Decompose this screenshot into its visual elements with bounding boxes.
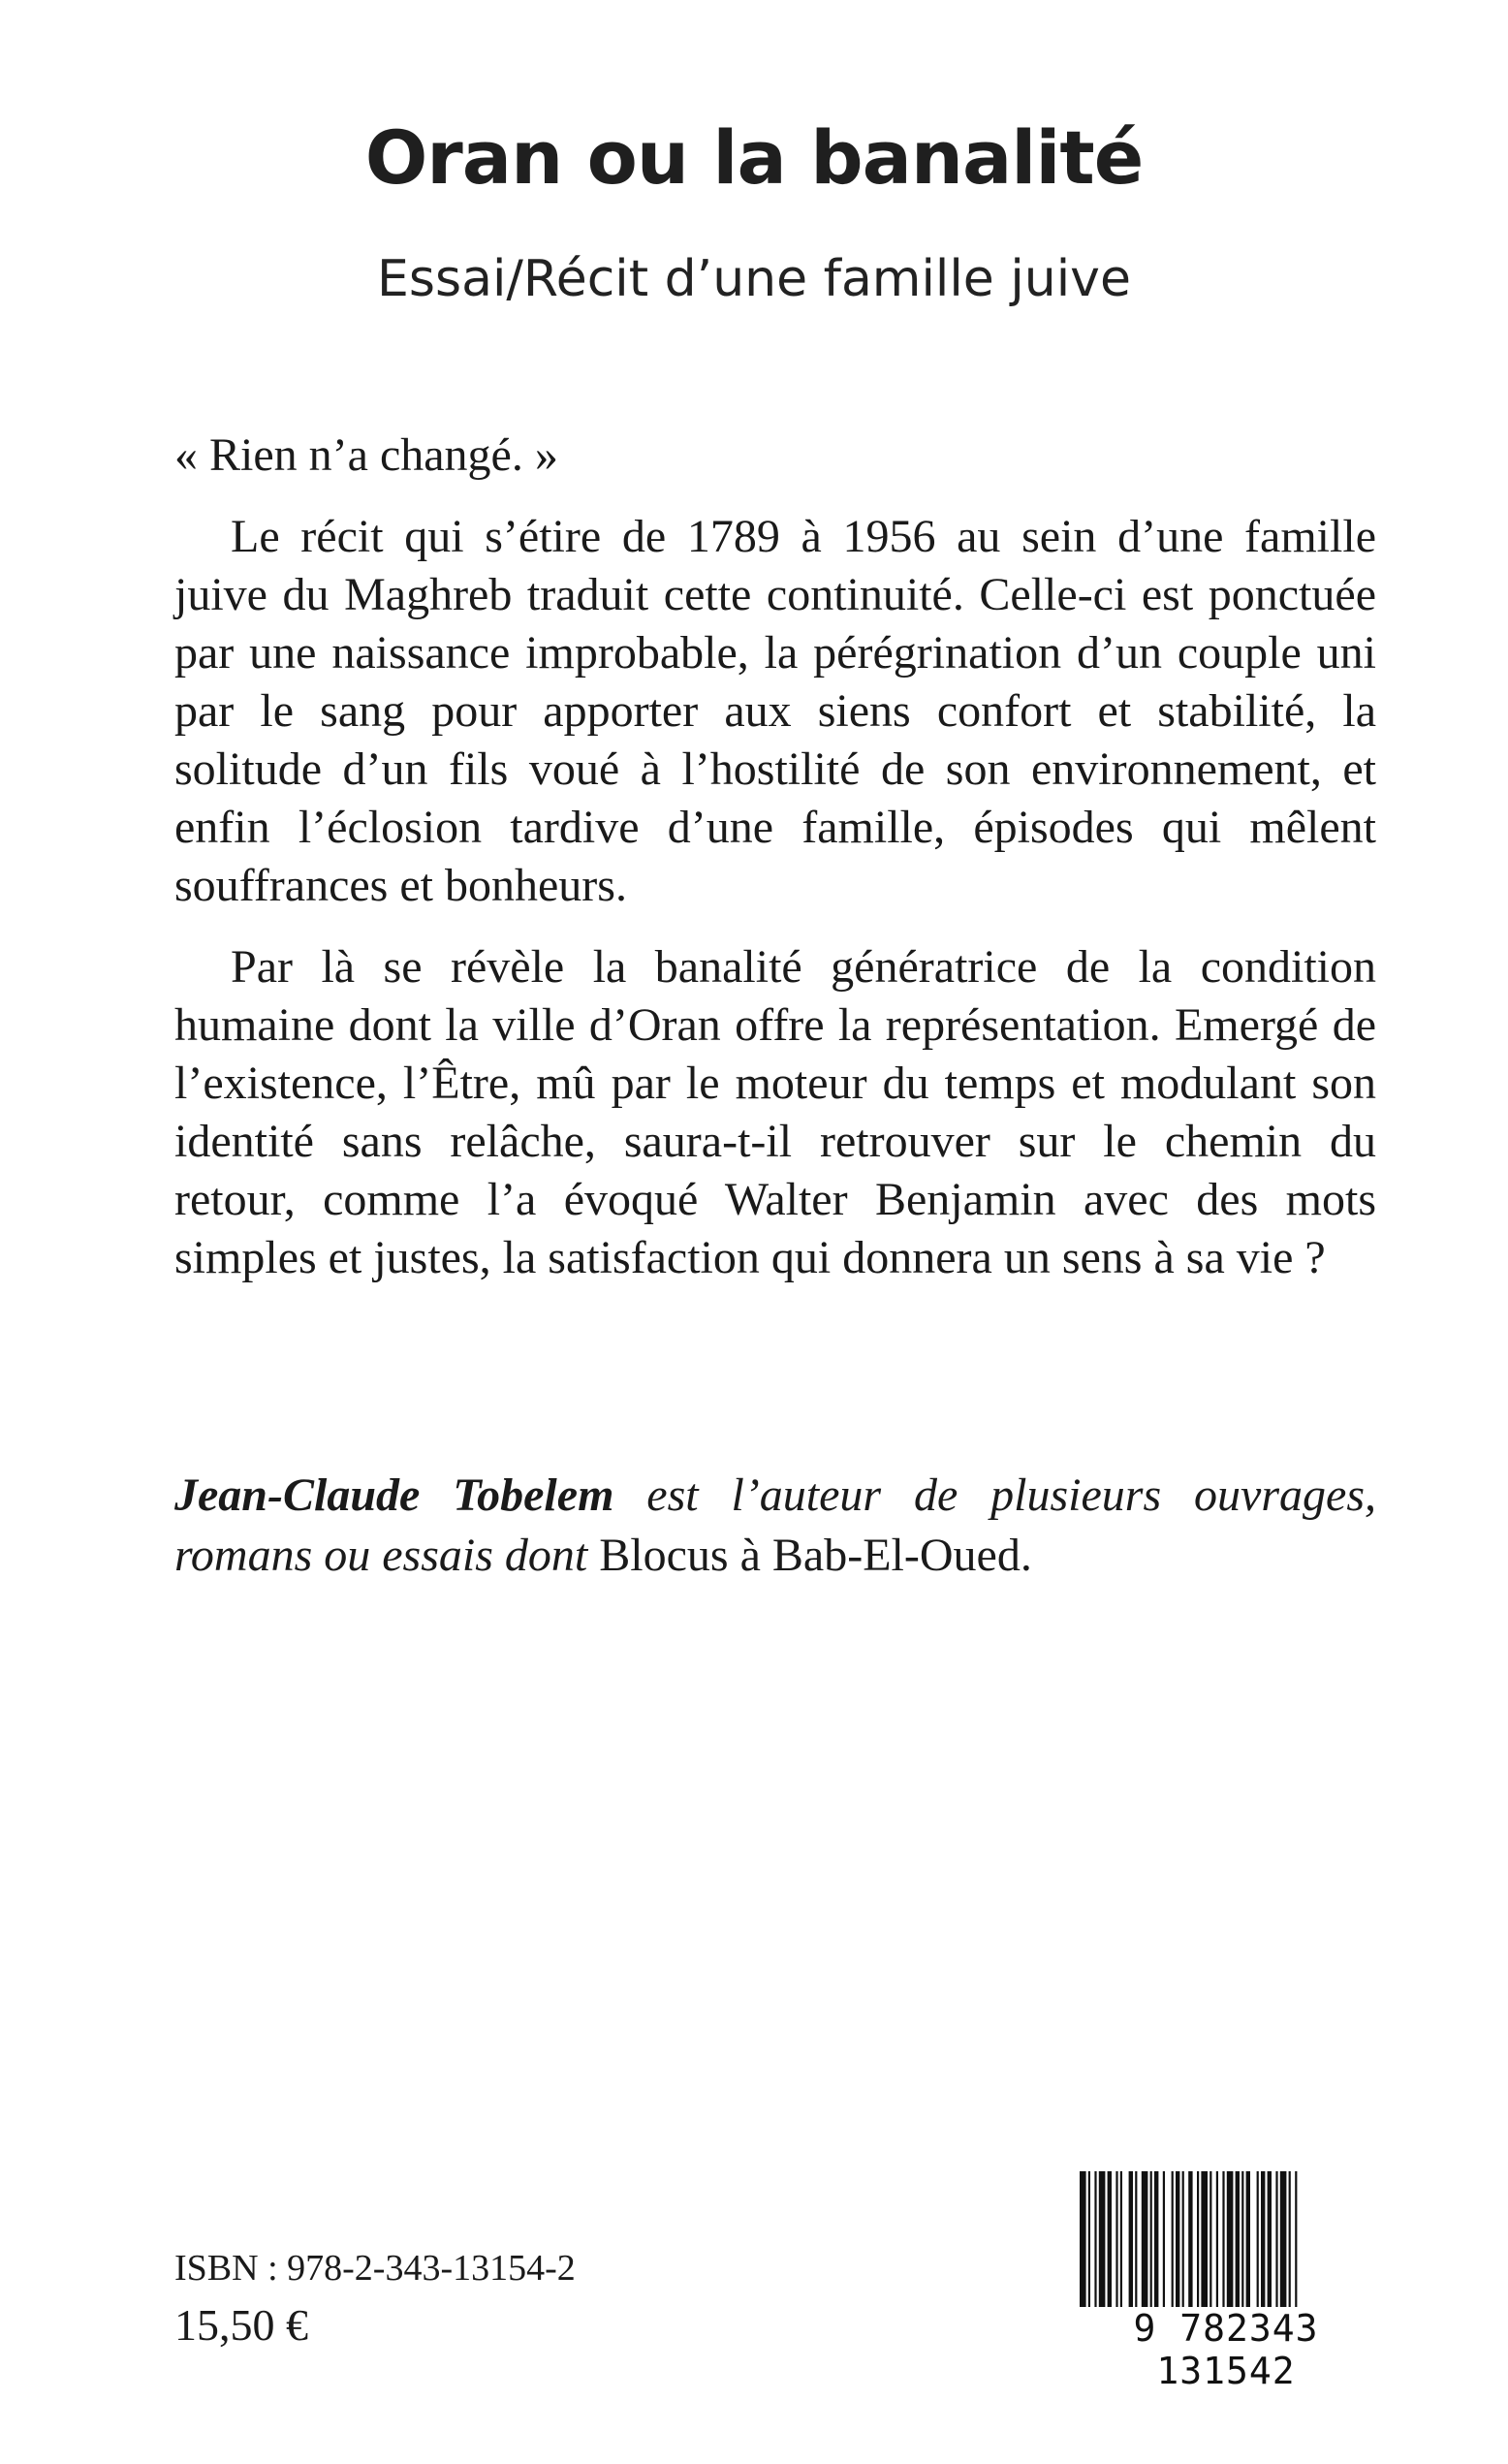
barcode-bar (1257, 2171, 1259, 2307)
summary-paragraph-1: Le récit qui s’étire de 1789 à 1956 au sein d’une famille juive du Maghreb traduit cette continuité. Celle-ci est ponctuée par une naissance improbable, la pérégrination d’un couple uni par le sang pour apporter aux siens confort et stabilité, la solitude d’un fils voué à l’hostilité de son environnement, et enfin l’éclosion tardive d’une famille, épisodes qui mêlent souffrances et bonheurs. (174, 511, 1376, 911)
isbn: ISBN : 978-2-343-13154-2 (174, 2248, 576, 2289)
barcode-bar (1182, 2171, 1184, 2307)
barcode-bar (1261, 2171, 1265, 2307)
barcode-bar (1227, 2171, 1234, 2307)
author-name: Jean-Claude Tobelem (174, 1469, 614, 1521)
barcode-bar (1222, 2171, 1224, 2307)
barcode-bar (1246, 2171, 1250, 2307)
summary-paragraph-2: Par là se révèle la banalité génératrice de la condition humaine dont la ville d’Oran offre la représentation. Emergé de l’existence, l’Être, mû par le moteur du temps et modulant son identité sans relâche, saura-t-il retrouver sur le chemin du retour, comme l’a évoqué Walter Benjamin avec des mots simples et justes, la satisfaction qui donnera un sens à sa vie ? (174, 941, 1376, 1283)
author-book-title: Blocus à Bab-El-Oued (599, 1530, 1021, 1581)
barcode-bar (1280, 2171, 1287, 2307)
book-subtitle: Essai/Récit d’une famille juive (377, 250, 1131, 308)
barcode-bar (1188, 2171, 1192, 2307)
barcode-bar (1135, 2171, 1137, 2307)
barcode-bar (1275, 2171, 1277, 2307)
barcode-bar (1289, 2171, 1291, 2307)
barcode-bar (1142, 2171, 1148, 2307)
barcode-bar (1268, 2171, 1272, 2307)
barcode-bar (1099, 2171, 1106, 2307)
barcode-bar (1210, 2171, 1211, 2307)
barcode-bar (1154, 2171, 1158, 2307)
book-title: Oran ou la banalité (364, 114, 1144, 201)
barcode-bar (1163, 2171, 1165, 2307)
barcode-bar (1094, 2171, 1096, 2307)
barcode-bar (1295, 2171, 1297, 2307)
barcode-bar (1108, 2171, 1112, 2307)
barcode-digits: 9 782343 131542 (1066, 2307, 1386, 2392)
barcode-bar (1150, 2171, 1152, 2307)
author-bio-text: est l’auteur de plusieurs ouvrages, romans ou essais dont (174, 1469, 1377, 1581)
author-bio (174, 1466, 1376, 1586)
barcode (1066, 2162, 1386, 2392)
price: 15,50 € (174, 2300, 308, 2350)
barcode-bar (1201, 2171, 1208, 2307)
barcode-bar (1088, 2171, 1090, 2307)
barcode-bar (1197, 2171, 1199, 2307)
barcode-bar (1176, 2171, 1179, 2307)
summary (174, 426, 1376, 1311)
barcode-bar (1120, 2171, 1122, 2307)
author-bio-end: . (1020, 1530, 1032, 1581)
barcode-bar (1115, 2171, 1117, 2307)
barcode-bar (1080, 2171, 1086, 2307)
barcode-bar (1241, 2171, 1243, 2307)
barcode-bar (1216, 2171, 1218, 2307)
barcode-bar (1129, 2171, 1133, 2307)
barcode-bar (1172, 2171, 1174, 2307)
opening-quote: « Rien n’a changé. » (174, 429, 558, 481)
barcode-bar (1236, 2171, 1240, 2307)
